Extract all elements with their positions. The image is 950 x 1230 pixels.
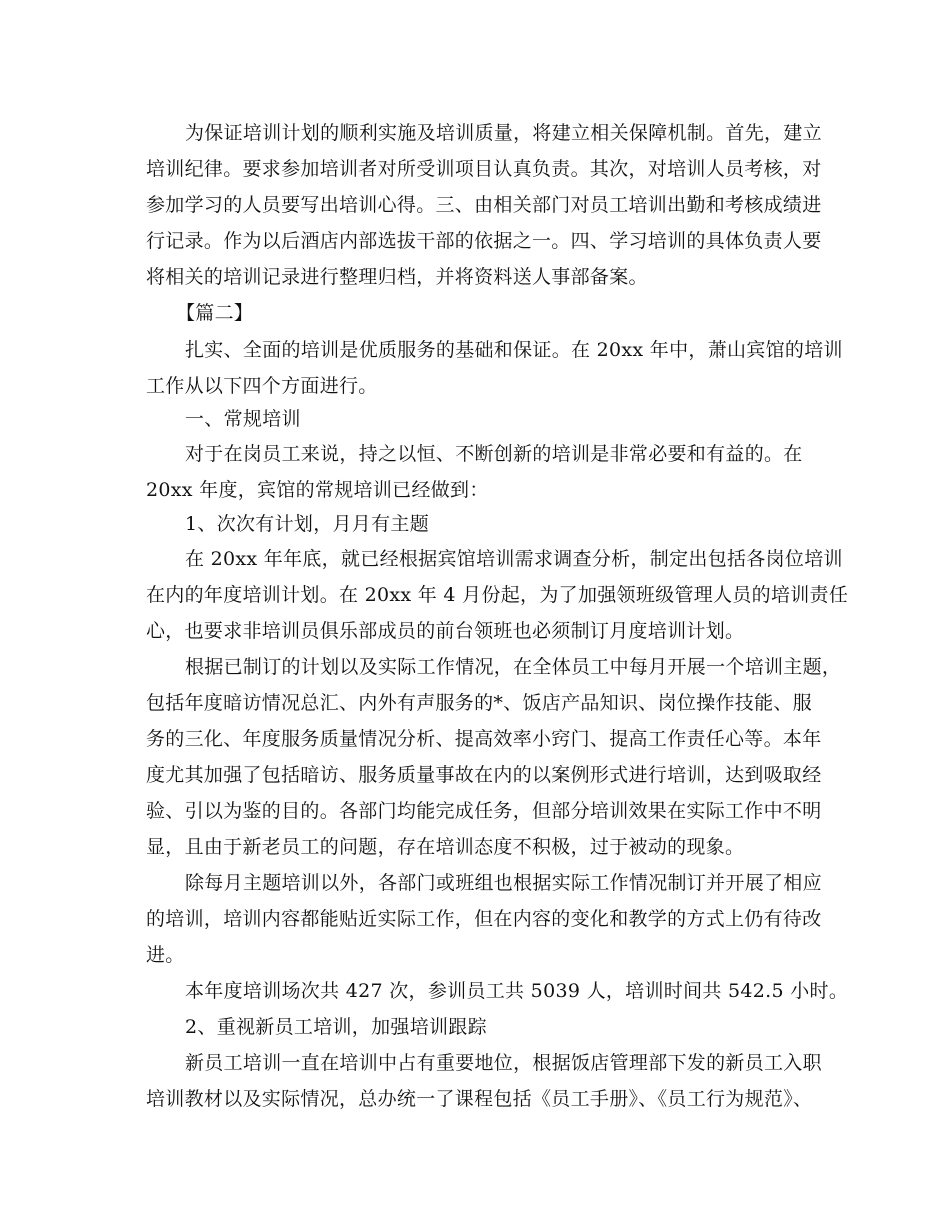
paragraph-line: 20xx 年度，宾馆的常规培训已经做到： [146,479,489,501]
paragraph-line: 将相关的培训记录进行整理归档，并将资料送人事部备案。 [146,266,648,288]
subheading: 2、重视新员工培训，加强培训跟踪 [185,1016,487,1038]
paragraph-line: 进。 [146,944,185,966]
subheading: 一、常规培训 [185,408,301,430]
paragraph-line: 培训教材以及实际情况，总办统一了课程包括《员工手册》、《员工行为规范》、 [146,1088,813,1110]
paragraph-line: 工作从以下四个方面进行。 [146,375,378,397]
paragraph-line: 参加学习的人员要写出培训心得。三、由相关部门对员工培训出勤和考核成绩进 [146,194,822,216]
paragraph-line: 在内的年度培训计划。在 20xx 年 4 月份起，为了加强领班级管理人员的培训责任 [146,584,849,606]
paragraph-line: 显，且由于新老员工的问题，存在培训态度不积极，过于被动的现象。 [146,836,745,858]
paragraph-line: 根据已制订的计划以及实际工作情况，在全体员工中每月开展一个培训主题， [185,656,842,678]
paragraph-line: 在 20xx 年年底，就已经根据宾馆培训需求调查分析，制定出包括各岗位培训 [185,548,843,570]
paragraph-line: 行记录。作为以后酒店内部选拔干部的依据之一。四、学习培训的具体负责人要 [146,230,822,252]
paragraph-line: 包括年度暗访情况总汇、内外有声服务的*、饭店产品知识、岗位操作技能、服 [146,692,813,714]
paragraph-line: 对于在岗员工来说，持之以恒、不断创新的培训是非常必要和有益的。在 [185,443,803,465]
paragraph-line: 的培训，培训内容都能贴近实际工作，但在内容的变化和教学的方式上仍有待改 [146,908,822,930]
paragraph-line: 本年度培训场次共 427 次，参训员工共 5039 人，培训时间共 542.5 小时。 [185,980,849,1002]
paragraph-line: 培训纪律。要求参加培训者对所受训项目认真负责。其次，对培训人员考核，对 [146,158,822,180]
paragraph-line: 扎实、全面的培训是优质服务的基础和保证。在 20xx 年中，萧山宾馆的培训 [185,339,843,361]
paragraph-line: 新员工培训一直在培训中占有重要地位，根据饭店管理部下发的新员工入职 [185,1052,822,1074]
paragraph-line: 务的三化、年度服务质量情况分析、提高效率小窍门、提高工作责任心等。本年 [146,728,822,750]
paragraph-line: 心，也要求非培训员俱乐部成员的前台领班也必须制订月度培训计划。 [146,620,745,642]
subheading: 1、次次有计划，月月有主题 [185,513,429,535]
paragraph-line: 度尤其加强了包括暗访、服务质量事故在内的以案例形式进行培训，达到吸取经 [146,764,822,786]
paragraph-line: 除每月主题培训以外，各部门或班组也根据实际工作情况制订并开展了相应 [185,872,822,894]
paragraph-line: 验、引以为鉴的目的。各部门均能完成任务，但部分培训效果在实际工作中不明 [146,800,822,822]
paragraph-line: 为保证培训计划的顺利实施及培训质量，将建立相关保障机制。首先，建立 [185,122,822,144]
section-heading: 【篇二】 [176,302,254,324]
